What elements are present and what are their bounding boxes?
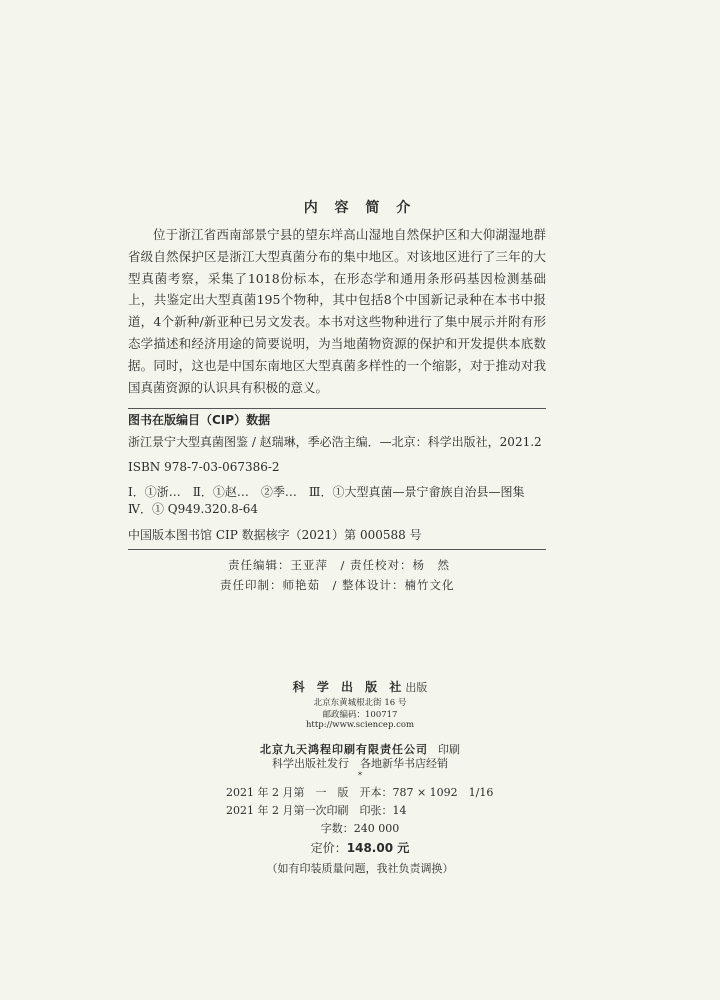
cip-top-rule — [128, 408, 546, 409]
cip-class-line-2: Ⅳ．① Q949.320.8-64 — [128, 502, 259, 516]
cip-title-line: 浙江景宁大型真菌图鉴 / 赵瑞琳，季必浩主编．—北京：科学出版社，2021.2 — [128, 435, 542, 449]
publisher-address: 北京东黄城根北街 16 号 — [313, 698, 407, 708]
cip-heading — [128, 412, 546, 429]
distribution-line: 科学出版社发行 各地新华书店经销 — [272, 757, 448, 770]
staff-line-2: 责任印制：师艳茹 / 整体设计：楠竹文化 — [220, 578, 455, 592]
price-value: 148.00 元 — [346, 841, 410, 855]
staff-line-1: 责任编辑：王亚萍 / 责任校对：杨 然 — [228, 558, 451, 572]
cip-class-line-1: Ⅰ．①浙… Ⅱ．①赵… ②季… Ⅲ．①大型真菌—景宁畲族自治县—图集 — [128, 485, 525, 499]
quality-notice: （如有印装质量问题，我社负责调换） — [266, 862, 454, 875]
printer-name: 北京九天鸿程印刷有限责任公司 — [260, 743, 428, 756]
publisher-line — [0, 676, 720, 695]
word-count: 字数：240 000 — [320, 822, 400, 835]
printer-suffix: 印刷 — [438, 743, 460, 756]
publisher-postcode: 邮政编码：100717 — [322, 710, 398, 720]
publisher-name: 科 学 出 版 社 — [292, 680, 406, 694]
cip-bottom-rule — [128, 549, 546, 550]
summary-paragraph: 位于浙江省西南部景宁县的望东垟高山湿地自然保护区和大仰湖湿地群省级自然保护区是浙江大型真菌分布的集中地区。对该地区进行了三年的大型真菌考察，采集了1018份标本，在形态学和通用条形码基因检测基础上，共鉴定出大型真菌195个物种，其中包括8个中国新记录种在本书中报道，4个新种/新亚种已另文发表。本书对这些物种进行了集中展示并附有形态学描述和经济用途的简要说明，为当地菌物资源的保护和开发提供本底数据。同时，这也是中国东南地区大型真菌多样性的一个缩影，对于推动对我国真菌资源的认识具有积极的意义。 — [128, 227, 546, 395]
price-label: 定价： — [310, 841, 347, 855]
cip-heading-text: 图书在版编目（CIP）数据 — [128, 413, 271, 427]
edition-line: 2021 年 2 月第 一 版 开本：787 × 1092 1/16 — [226, 786, 494, 799]
price-line — [0, 839, 720, 856]
cip-library-line: 中国版本图书馆 CIP 数据核字（2021）第 000588 号 — [128, 528, 422, 542]
publisher-suffix: 出版 — [405, 681, 428, 694]
cip-isbn: ISBN 978-7-03-067386-2 — [128, 460, 280, 474]
summary-text — [128, 224, 546, 398]
divider-star: * — [357, 771, 363, 781]
summary-title: 内 容 简 介 — [303, 200, 417, 216]
publisher-website: http://www.sciencep.com — [305, 720, 415, 730]
printing-line: 2021 年 2 月第一次印刷 印张：14 — [226, 804, 407, 817]
